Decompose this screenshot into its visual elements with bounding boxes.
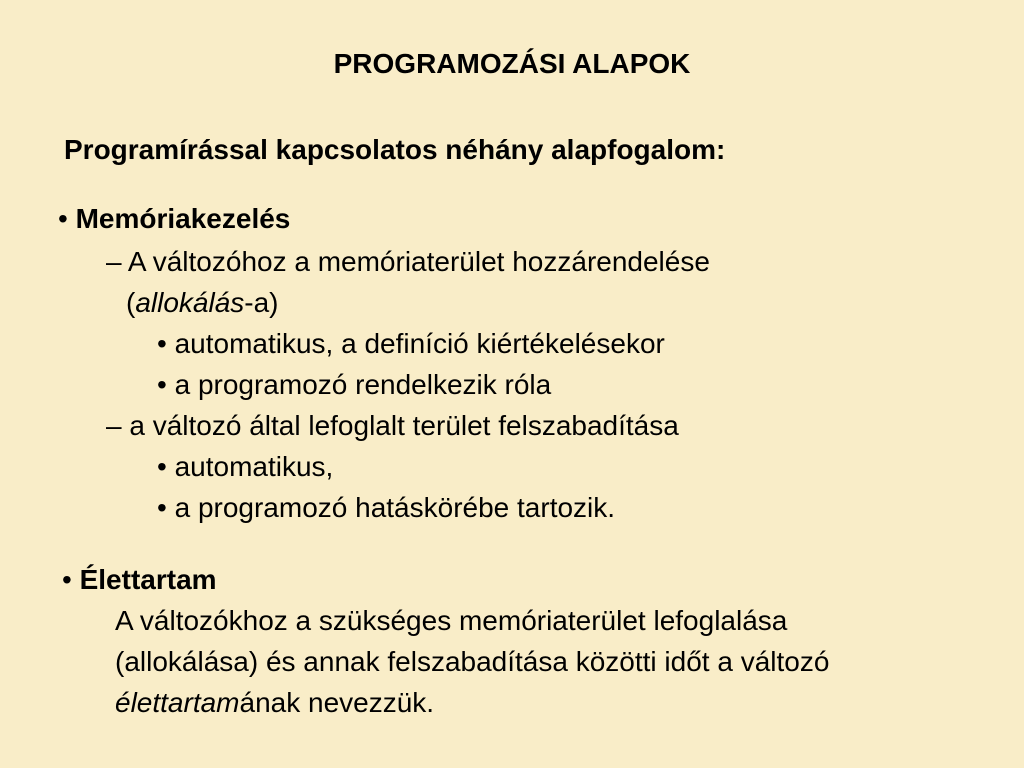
- dash: –: [106, 246, 122, 277]
- italic-term: allokálás: [135, 287, 245, 318]
- bullet: •: [157, 492, 167, 523]
- section-memoriakezeles-heading: [58, 199, 290, 239]
- paren-rest: -a): [244, 287, 279, 318]
- sub-list-item: [157, 324, 665, 364]
- item-text: A változóhoz a memóriaterület hozzárendelése: [127, 246, 710, 277]
- sub-item-text: a programozó hatáskörébe tartozik.: [174, 492, 616, 523]
- paragraph-line: [115, 683, 434, 723]
- sub-item-text: automatikus, a definíció kiértékelésekor: [174, 328, 665, 359]
- heading-text: Élettartam: [79, 564, 217, 595]
- bullet: •: [157, 328, 167, 359]
- slide-subtitle: Programírással kapcsolatos néhány alapfogalom:: [64, 134, 726, 165]
- list-item-continuation: [126, 283, 279, 323]
- section-elettartam-heading: [62, 560, 217, 600]
- sub-list-item: [157, 447, 333, 487]
- sub-item-text: automatikus,: [174, 451, 334, 482]
- dash: –: [106, 410, 122, 441]
- paragraph-text: ának nevezzük.: [239, 687, 435, 718]
- paren-open: (: [126, 287, 136, 318]
- paragraph-line: A változókhoz a szükséges memóriaterület lefoglalása: [115, 605, 788, 636]
- slide-title: PROGRAMOZÁSI ALAPOK: [333, 48, 691, 79]
- bullet: •: [62, 564, 72, 595]
- heading-text: Memóriakezelés: [75, 203, 291, 234]
- sub-list-item: [157, 488, 615, 528]
- list-item: [106, 406, 679, 446]
- sub-list-item: [157, 365, 551, 405]
- bullet: •: [157, 451, 167, 482]
- bullet: •: [157, 369, 167, 400]
- list-item: [106, 242, 710, 282]
- bullet: •: [58, 203, 68, 234]
- paragraph-line: (allokálása) és annak felszabadítása közötti időt a változó: [115, 646, 830, 677]
- item-text: a változó által lefoglalt terület felszabadítása: [129, 410, 679, 441]
- sub-item-text: a programozó rendelkezik róla: [174, 369, 552, 400]
- italic-term: élettartam: [115, 687, 240, 718]
